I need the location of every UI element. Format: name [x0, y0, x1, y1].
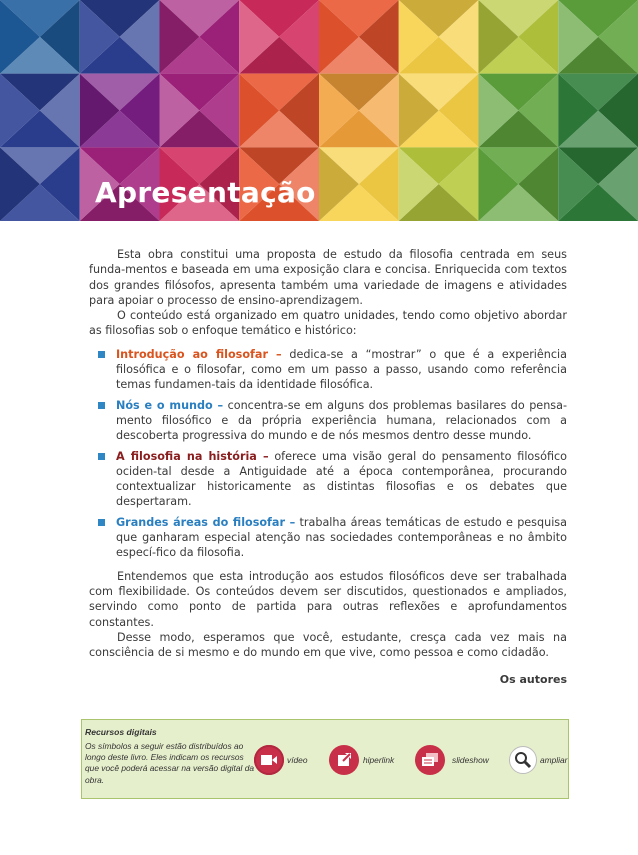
resource-label: ampliar	[540, 755, 568, 765]
resource-video[interactable]	[254, 745, 284, 775]
units-list	[89, 347, 567, 561]
digital-resources-box	[81, 719, 569, 799]
slideshow-icon	[415, 745, 445, 775]
unit-text: oferece uma visão geral do pensamento filosófico ociden-tal desde a Antiguidade até a época contemporânea, procurando contextualizar historicamente as distintas filosofias e os debates que despertaram.	[116, 449, 567, 509]
list-item	[89, 449, 567, 510]
resource-label: hiperlink	[363, 755, 395, 765]
intro-paragraph: O conteúdo está organizado em quatro unidades, tendo como objetivo abordar as filosofias sob o enfoque temático e histórico:	[89, 309, 567, 338]
list-item	[89, 398, 567, 444]
hyperlink-icon	[329, 745, 359, 775]
bullet-icon	[98, 453, 105, 460]
page-title: Apresentação	[95, 176, 316, 209]
magnifier-icon	[509, 746, 537, 774]
resource-label: slideshow	[452, 755, 489, 765]
closing-paragraph: Entendemos que esta introdução aos estudos filosóficos deve ser trabalhada com flexibilidade. Os conteúdos devem ser discutidos, questionados e ampliados, servindo como ponto de partida para outras reflexões e aprofundamentos constantes.	[89, 569, 567, 629]
intro-paragraph: Esta obra constitui uma proposta de estudo da filosofia centrada em seus funda-mentos e baseada em uma exposição clara e concisa. Enriquecida com textos dos grandes filósofos, apresenta também uma variedade de imagens e atividades para apoiar o processo de ensino-aprendizagem.	[89, 248, 567, 307]
unit-text: concentra-se em alguns dos problemas basilares do pensa-mento filosófico e da própria experiência humana, relacionados com a descoberta progressiva do mundo e de nós mesmos dentro desse mundo.	[116, 398, 567, 443]
resource-slideshow[interactable]	[415, 745, 445, 775]
list-item	[89, 515, 567, 561]
unit-text: dedica-se a “mostrar” o que é a experiência filosófica e o filosofar, como em um passo a passo, usando como referência temas fundamen-tais da identidade filosófica.	[116, 347, 568, 392]
bullet-icon	[98, 402, 105, 409]
resource-label: vídeo	[287, 755, 308, 765]
video-icon	[254, 745, 284, 775]
bullet-icon	[98, 351, 105, 358]
unit-title: Introdução ao filosofar –	[116, 347, 282, 361]
unit-title: Grandes áreas do filosofar –	[116, 515, 296, 529]
unit-title: A filosofia na história –	[116, 449, 269, 463]
list-item	[89, 347, 567, 393]
closing-paragraph: Desse modo, esperamos que você, estudante, cresça cada vez mais na consciência de si mesmo e do mundo em que vive, como pessoa e como cidadão.	[89, 630, 567, 660]
unit-text: trabalha áreas temáticas de estudo e pesquisa que ganharam especial atenção nas sociedades contemporâneas e no âmbito especí-fico da filosofia.	[116, 515, 567, 560]
resource-hyperlink[interactable]	[329, 745, 359, 775]
signature: Os autores	[499, 673, 567, 687]
resources-description: Os símbolos a seguir estão distribuídos ao longo deste livro. Eles indicam os recursos que você poderá acessar na versão digital da obra.	[85, 741, 255, 785]
unit-title: Nós e o mundo –	[116, 398, 224, 412]
resources-title: Recursos digitais	[85, 727, 157, 737]
resource-zoom[interactable]	[509, 745, 537, 775]
bullet-icon	[98, 519, 105, 526]
content	[89, 247, 567, 688]
